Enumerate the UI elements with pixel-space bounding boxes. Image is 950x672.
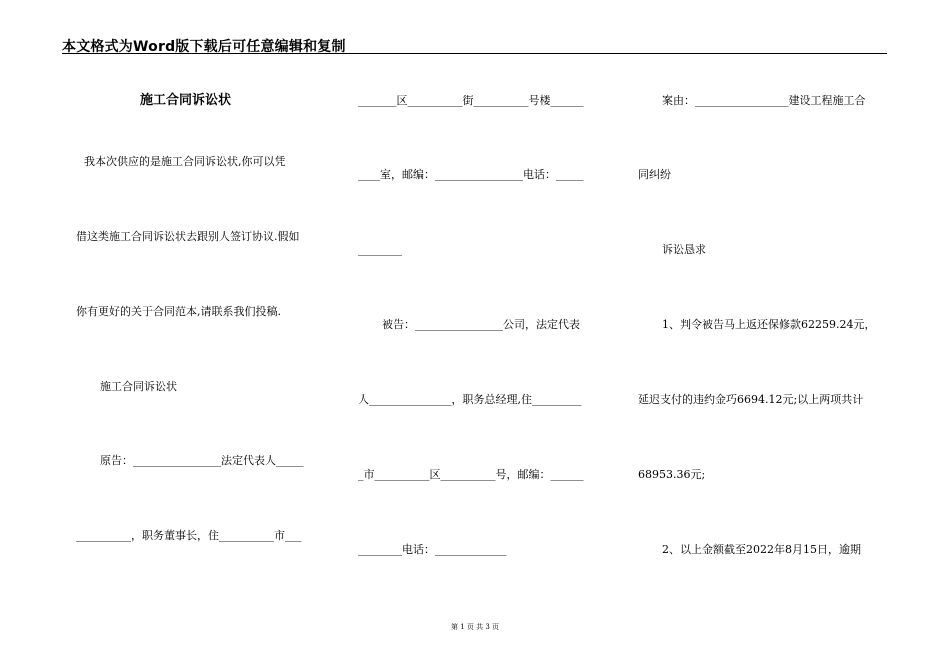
text-line: 我本次供应的是施工合同诉讼状,你可以凭 [84,155,286,168]
section-heading: 诉讼恳求 [662,243,706,256]
text-line: _市__________区__________号，邮编：______ [358,468,584,481]
case-cause-line: 案由：_________________建设工程施工合 [662,94,866,107]
claim-item-2: 2、以上金额截至2022年8月15日，逾期 [662,543,861,556]
text-line: 68953.36元; [638,468,706,481]
text-line: 同纠纷 [638,168,671,181]
text-line: ________电话：_____________ [358,543,507,556]
text-line: 你有更好的关于合同范本,请联系我们投稿. [76,305,281,318]
plaintiff-line: 原告：________________法定代表人_____ [100,454,304,467]
text-line: __________，职务董事长，住__________市___ [76,529,302,542]
page-number: 第 1 页 共 3 页 [450,623,500,631]
text-line: 借这类施工合同诉讼状去跟别人签订协议.假如 [76,230,300,243]
text-line: ________ [358,243,402,256]
document-header-title: 本文格式为Word版下载后可任意编辑和复制 [62,39,346,55]
header-divider [62,53,887,54]
text-line: ____室，邮编：________________电话：_____ [358,168,584,181]
claim-item-1: 1、判令被告马上返还保修款62259.24元， [662,318,876,331]
text-line: _______区__________街__________号楼______ [358,94,584,107]
defendant-line: 被告：________________公司，法定代表 [382,318,580,331]
document-title: 施工合同诉讼状 [140,93,232,108]
text-line: 人_______________，职务总经理,住_________ [358,393,582,406]
section-heading: 施工合同诉讼状 [100,380,177,393]
text-line: 延迟支付的违约金巧6694.12元;以上两项共计 [638,393,864,406]
